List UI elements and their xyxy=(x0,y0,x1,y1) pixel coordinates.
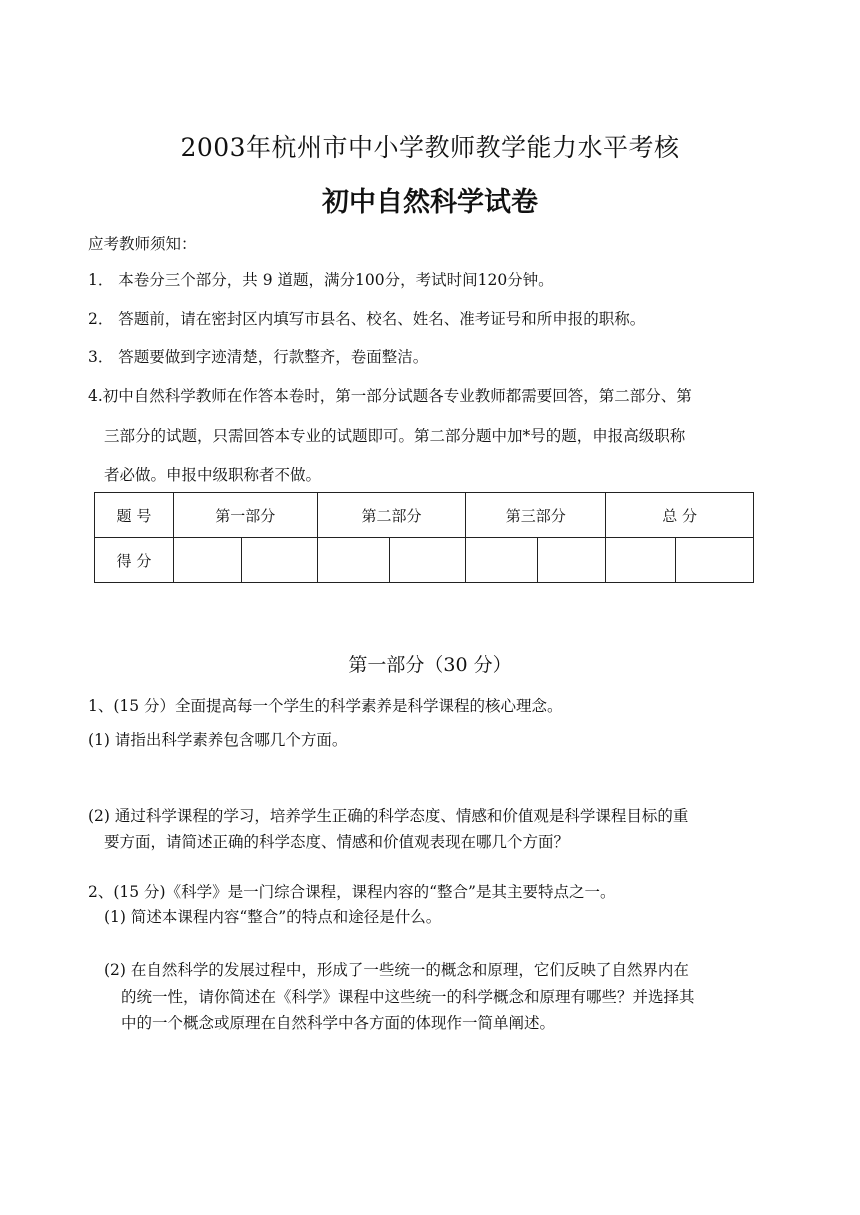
instruction-item-4-line1: 4.初中自然科学教师在作答本卷时，第一部分试题各专业教师都需要回答，第二部分、第 xyxy=(88,387,692,405)
exam-subtitle: 初中自然科学试卷 xyxy=(322,187,538,218)
question-1-sub-1: (1) 请指出科学素养包含哪几个方面。 xyxy=(88,731,348,749)
exam-title: 2003年杭州市中小学教师教学能力水平考核 xyxy=(180,133,680,162)
score-row-label: 得 分 xyxy=(95,538,174,583)
score-cell[interactable] xyxy=(317,538,389,583)
score-cell[interactable] xyxy=(241,538,317,583)
section-1-title: 第一部分（30 分） xyxy=(348,654,512,676)
score-cell[interactable] xyxy=(606,538,676,583)
score-header-label: 题 号 xyxy=(95,493,174,538)
score-header-part1: 第一部分 xyxy=(173,493,317,538)
question-2-sub-2-line1: (2) 在自然科学的发展过程中，形成了一些统一的概念和原理，它们反映了自然界内在 xyxy=(104,961,689,979)
question-1-stem: 1、(15 分）全面提高每一个学生的科学素养是科学课程的核心理念。 xyxy=(88,697,563,715)
instruction-item-4-line2: 三部分的试题，只需回答本专业的试题即可。第二部分题中加*号的题，申报高级职称 xyxy=(104,427,686,445)
instruction-item-1: 1． 本卷分三个部分，共 9 道题，满分100分，考试时间120分钟。 xyxy=(88,271,554,289)
score-cell[interactable] xyxy=(466,538,538,583)
instruction-item-3: 3． 答题要做到字迹清楚，行款整齐，卷面整洁。 xyxy=(88,348,429,366)
instruction-item-4-line3: 者必做。申报中级职称者不做。 xyxy=(104,466,322,484)
score-table xyxy=(94,492,754,583)
score-cell[interactable] xyxy=(389,538,466,583)
question-1-sub-2-line1: (2) 通过科学课程的学习，培养学生正确的科学态度、情感和价值观是科学课程目标的重 xyxy=(88,807,689,825)
question-2-sub-2-line3: 中的一个概念或原理在自然科学中各方面的体现作一简单阐述。 xyxy=(121,1014,556,1032)
score-cell[interactable] xyxy=(676,538,754,583)
score-header-total: 总 分 xyxy=(606,493,754,538)
question-2-sub-2-line2: 的统一性，请你简述在《科学》课程中这些统一的科学概念和原理有哪些？并选择其 xyxy=(121,988,695,1006)
score-cell[interactable] xyxy=(173,538,241,583)
question-1-sub-2-line2: 要方面，请简述正确的科学态度、情感和价值观表现在哪几个方面？ xyxy=(104,833,570,851)
question-2-sub-1: (1) 简述本课程内容“整合”的特点和途径是什么。 xyxy=(104,908,442,926)
score-header-part3: 第三部分 xyxy=(466,493,606,538)
instruction-item-2: 2． 答题前，请在密封区内填写市县名、校名、姓名、准考证号和所申报的职称。 xyxy=(88,310,646,328)
score-header-part2: 第二部分 xyxy=(317,493,466,538)
score-cell[interactable] xyxy=(538,538,606,583)
question-2-stem: 2、(15 分)《科学》是一门综合课程，课程内容的“整合”是其主要特点之一。 xyxy=(88,883,616,901)
instructions-heading: 应考教师须知： xyxy=(88,235,197,253)
